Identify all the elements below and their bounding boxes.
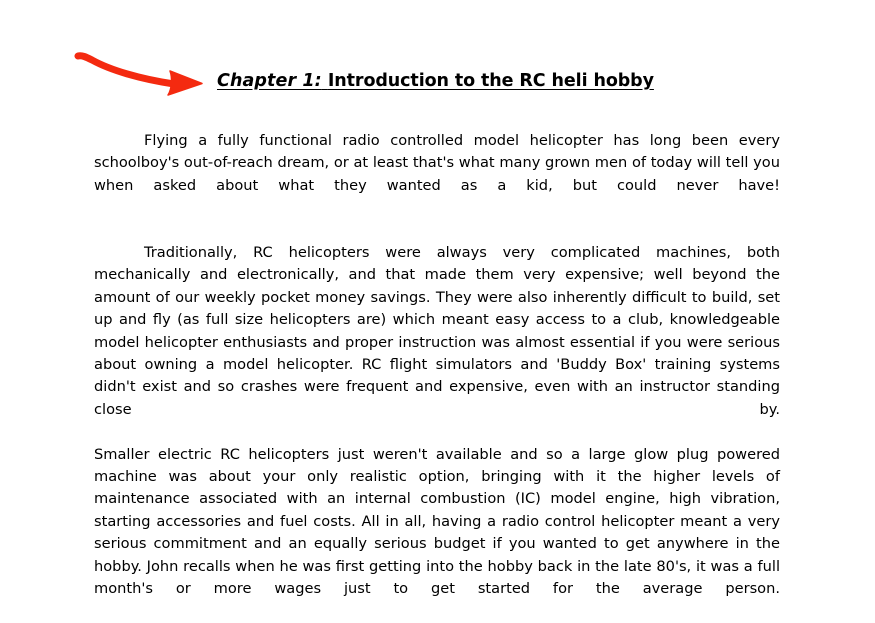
body-paragraph-1: Flying a fully functional radio controlled model helicopter has long been every schoolboy's out-of-reach dream, or at least that's what many grown men of today will tell you when asked about what they wanted as a kid, but could never have! bbox=[94, 132, 780, 194]
page-title bbox=[217, 70, 654, 92]
curved-arrow-icon bbox=[62, 44, 222, 104]
body-paragraph-2: Traditionally, RC helicopters were always very complicated machines, both mechanically and electronically, and that made them very expensive; well beyond the amount of our weekly pocket money savings. They were also inherently difficult to build, set up and fly (as full size helicopters are) which meant easy access to a club, knowledgeable model helicopter enthusiasts and proper instruction was almost essential if you were serious about owning a model helicopter. RC flight simulators and 'Buddy Box' training systems didn't exist and so crashes were frequent and expensive, even with an instructor standing close by. bbox=[94, 244, 780, 418]
body-paragraph-3: Smaller electric RC helicopters just weren't available and so a large glow plug powered machine was about your only realistic option, bringing with it the higher levels of maintenance associated with an internal combustion (IC) model engine, high vibration, starting accessories and fuel costs. All in all, having a radio control helicopter meant a very serious commitment and an equally serious budget if you wanted to get anywhere in the hobby. John recalls when he was first getting into the hobby back in the late 80's, it was a full month's or more wages just to get started for the average person. bbox=[94, 445, 780, 598]
body-text-column bbox=[94, 130, 780, 623]
chapter-title-text: Introduction to the RC heli hobby bbox=[327, 71, 654, 91]
chapter-number-label: Chapter 1: bbox=[217, 71, 322, 91]
